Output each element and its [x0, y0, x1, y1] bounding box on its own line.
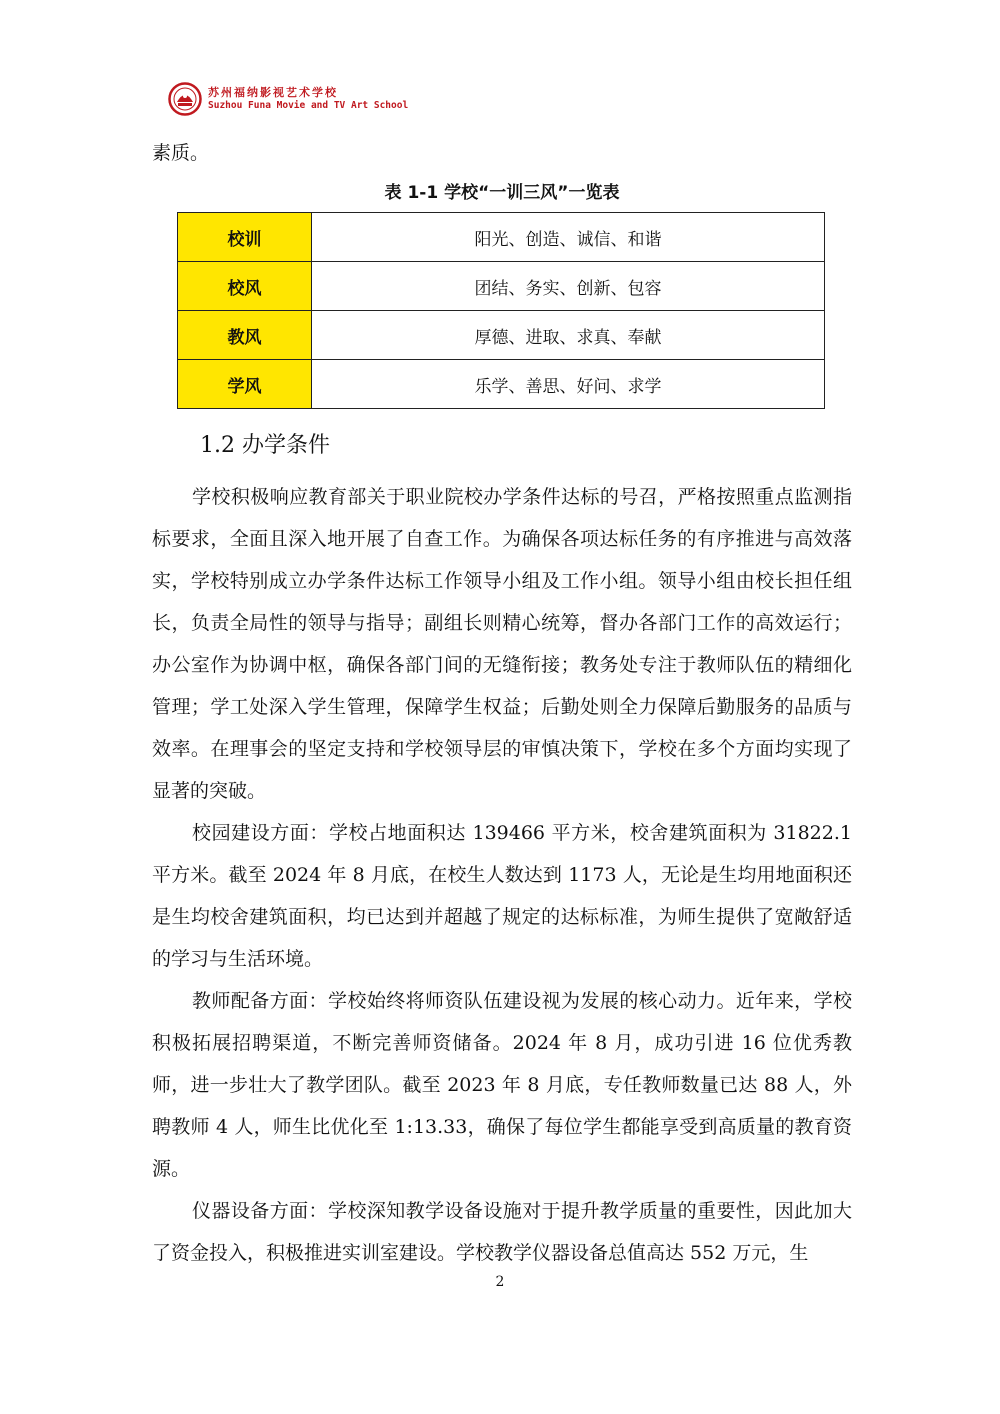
table-key-cell: 校风 — [178, 262, 312, 311]
table-key-cell: 学风 — [178, 360, 312, 409]
school-name-cn: 苏州福纳影视艺术学校 — [208, 86, 338, 99]
section-heading: 1.2 办学条件 — [200, 433, 330, 458]
body-paragraph: 学校积极响应教育部关于职业院校办学条件达标的号召，严格按照重点监测指标要求，全面且深入地开展了自查工作。为确保各项达标任务的有序推进与高效落实，学校特别成立办学条件达标工作领导小组及工作小组。领导小组由校长担任组长，负责全局性的领导与指导；副组长则精心统筹，督办各部门工作的高效运行；办公室作为协调中枢，确保各部门间的无缝衔接；教务处专注于教师队伍的精细化管理；学工处深入学生管理，保障学生权益；后勤处则全力保障后勤服务的品质与效率。在理事会的坚定支持和学校领导层的审慎决策下，学校在多个方面均实现了显著的突破。 — [152, 486, 852, 802]
table-value-cell: 乐学、善思、好问、求学 — [312, 360, 825, 409]
table-caption: 表 1-1 学校“一训三风”一览表 — [384, 183, 620, 203]
table-row — [178, 262, 825, 311]
document-header — [168, 82, 428, 116]
table-key-cell: 校训 — [178, 213, 312, 262]
table-value-cell: 阳光、创造、诚信、和谐 — [312, 213, 825, 262]
school-emblem-icon — [168, 82, 202, 116]
page-number: 2 — [495, 1274, 505, 1290]
motto-table — [177, 212, 825, 409]
intro-fragment: 素质。 — [152, 142, 210, 164]
body-paragraph: 仪器设备方面：学校深知教学设备设施对于提升教学质量的重要性，因此加大了资金投入，积极推进实训室建设。学校教学仪器设备总值高达 552 万元，生 — [152, 1200, 852, 1264]
school-name-en: Suzhou Funa Movie and TV Art School — [208, 100, 409, 111]
table-row — [178, 213, 825, 262]
table-key-cell: 教风 — [178, 311, 312, 360]
table-value-cell: 厚德、进取、求真、奉献 — [312, 311, 825, 360]
body-paragraph: 教师配备方面：学校始终将师资队伍建设视为发展的核心动力。近年来，学校积极拓展招聘渠道，不断完善师资储备。2024 年 8 月，成功引进 16 位优秀教师，进一步壮大了教学团队。截至 2023 年 8 月底，专任教师数量已达 88 人，外聘教师 4 人，师生比优化至 1:13.33，确保了每位学生都能享受到高质量的教育资源。 — [152, 990, 852, 1180]
table-row — [178, 360, 825, 409]
table-row — [178, 311, 825, 360]
body-paragraph: 校园建设方面：学校占地面积达 139466 平方米，校舍建筑面积为 31822.1 平方米。截至 2024 年 8 月底，在校生人数达到 1173 人，无论是生均用地面积还是生均校舍建筑面积，均已达到并超越了规定的达标标准，为师生提供了宽敞舒适的学习与生活环境。 — [152, 822, 852, 970]
table-value-cell: 团结、务实、创新、包容 — [312, 262, 825, 311]
